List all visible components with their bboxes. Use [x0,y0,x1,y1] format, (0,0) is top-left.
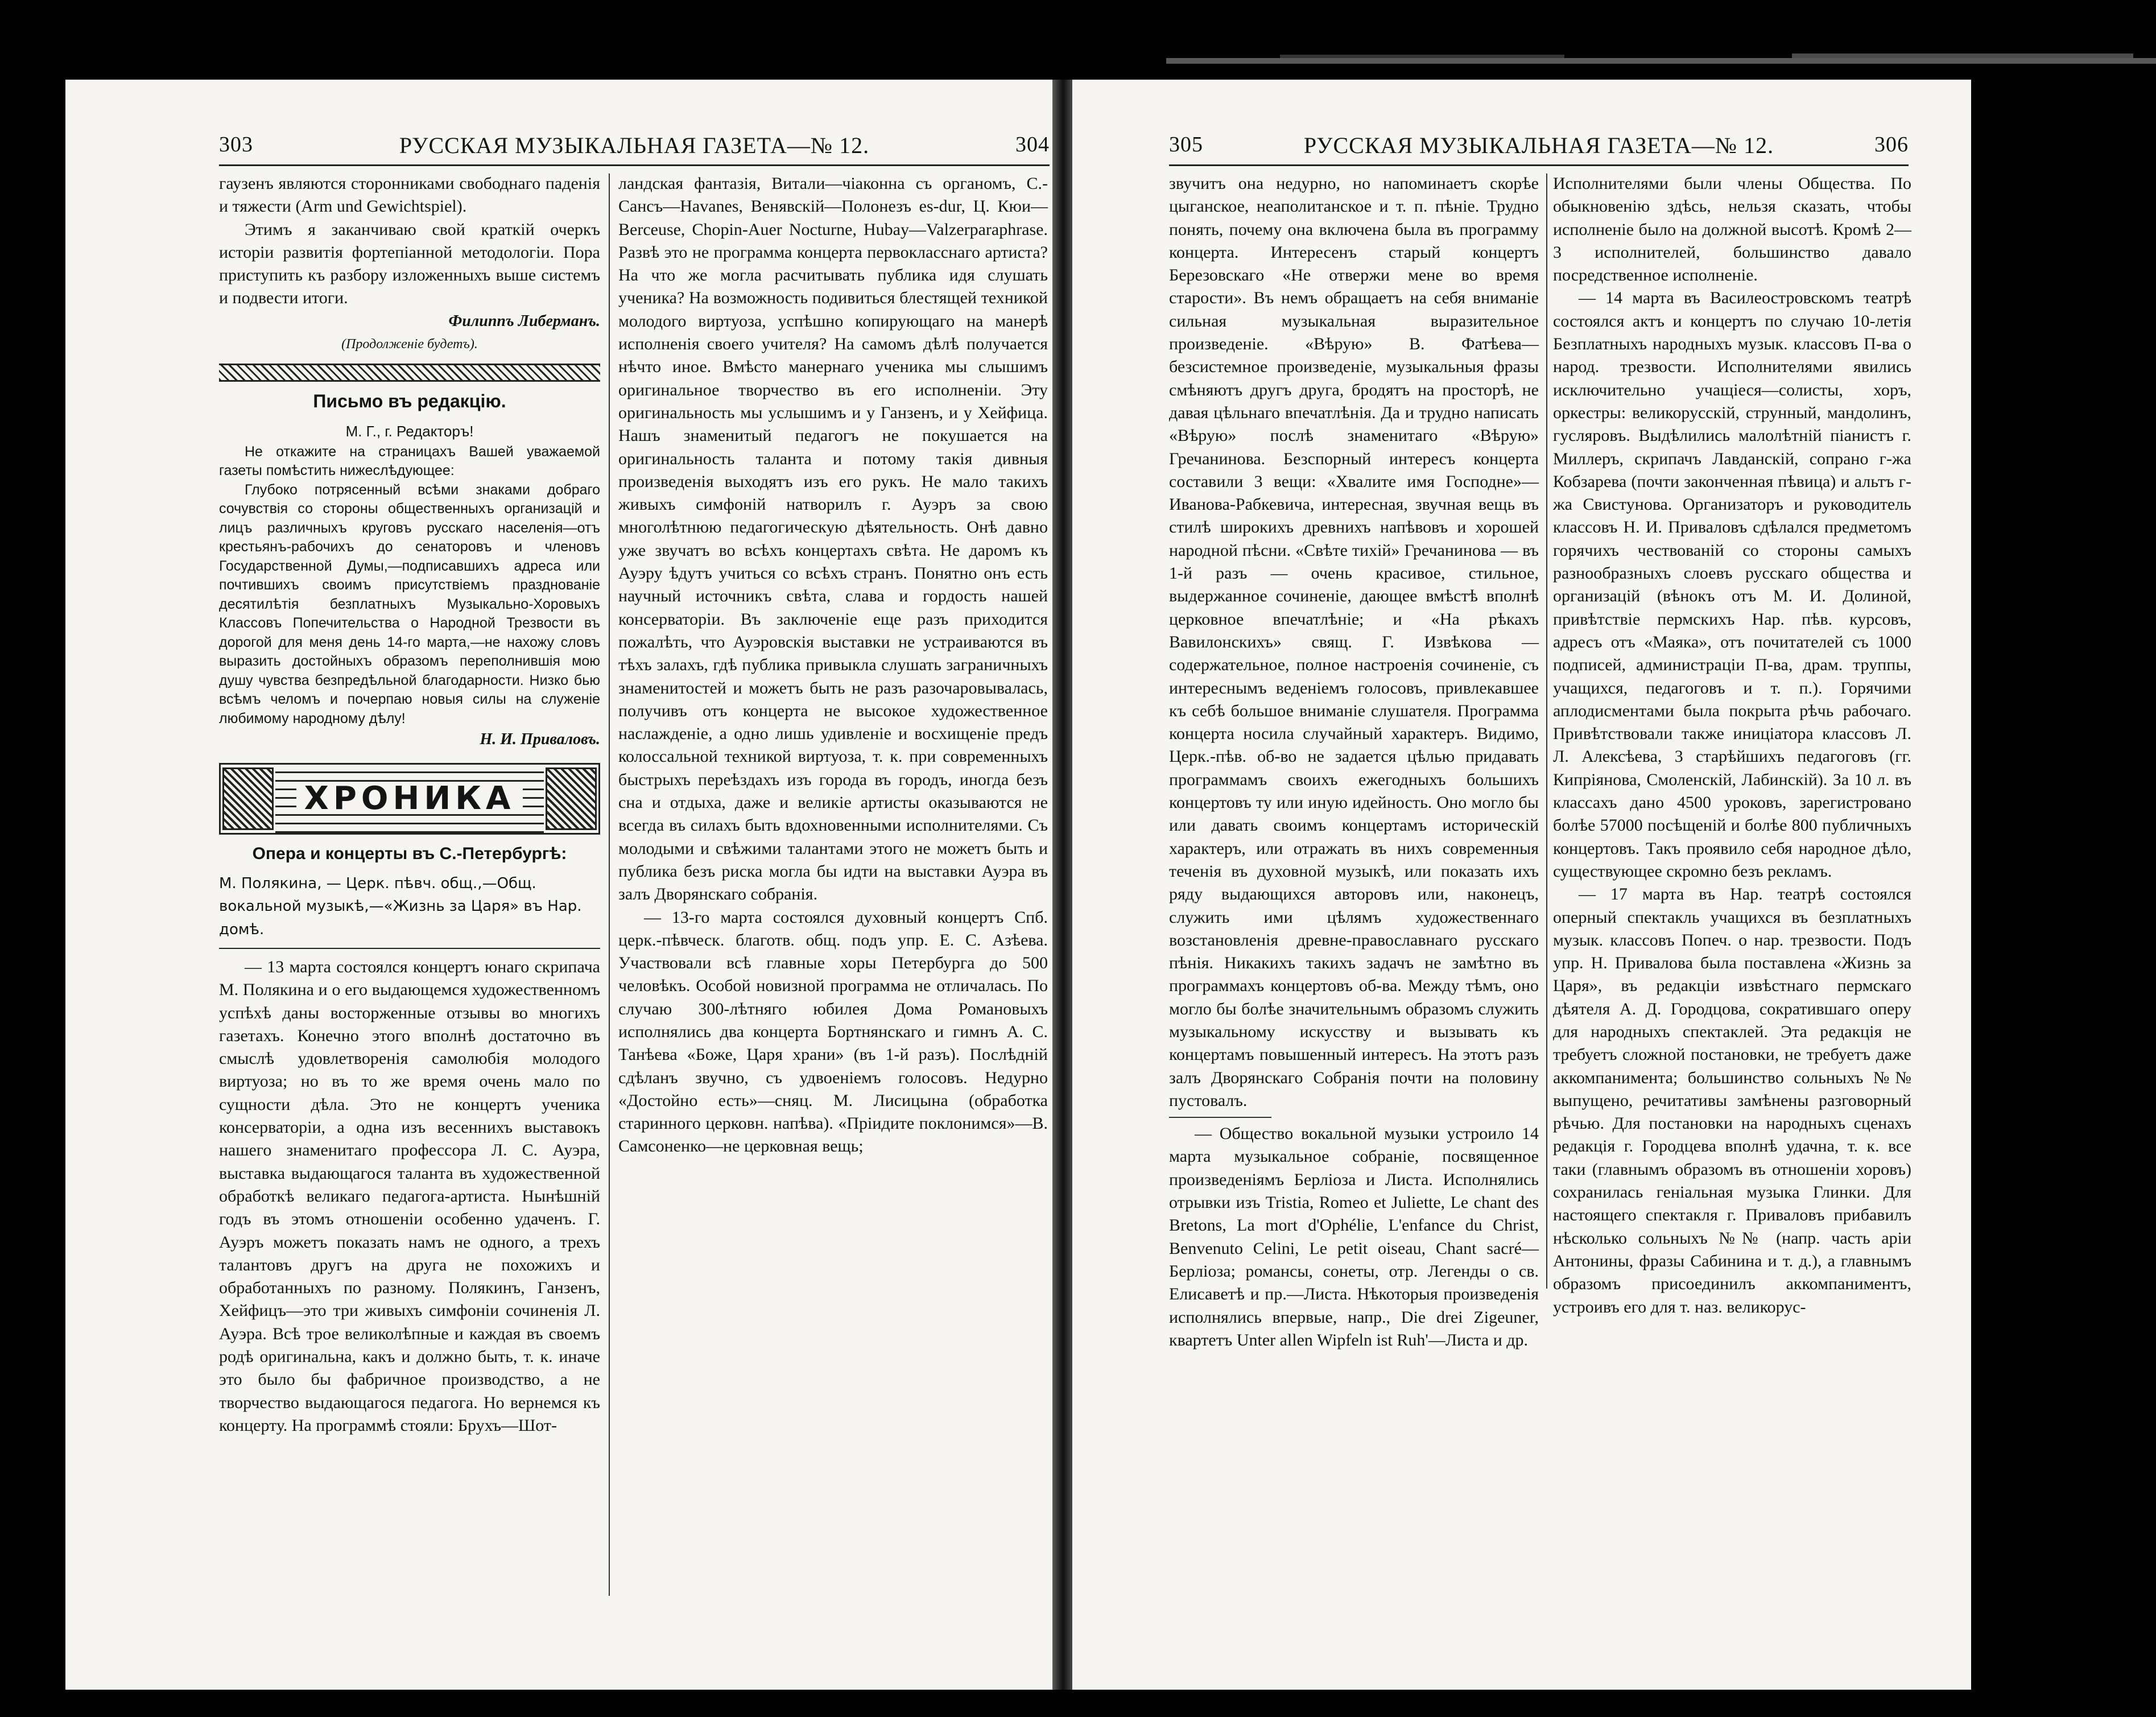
paragraph: Исполнителями были члены Общества. По обыкновенію здѣсь, нельзя сказать, чтобы исполненіе было на должной высотѣ. Кромѣ 2—3 исполнителей, большинство давало посредственное исполненіе. [1553,174,1911,285]
letter-title: Письмо въ редакцію. [313,391,506,412]
author-signature: Филиппъ Либерманъ. [448,312,600,330]
column-divider [609,174,610,1596]
paragraph: звучитъ она недурно, но напоминаетъ скорѣе цыганское, неаполитанское и т. п. пѣніе. Трудно понять, почему она включена была въ программу концерта. Интересенъ старый концертъ Березовскаго «Не отвержи мене во время старости». Въ немъ обращаетъ на себя вниманіе сильная музыкальная выразительное произведеніе. «Вѣрую» В. Фатѣева—безсистемное произведеніе, музыкальныя фразы смѣняютъ другъ друга, бродятъ на просторѣ, не давая цѣльнаго впечатлѣнія. Да и трудно написать «Вѣрую» послѣ знаменитаго «Вѣрую» Гречанинова. Безспорный интересъ концерта составили 3 вещи: «Хвалите имя Господне»—Иванова-Рабкевича, интересная, звучная вещь въ стилѣ широкихъ древнихъ напѣвовъ и хорошей народной пѣсни. «Свѣте тихій» Гречанинова — въ 1-й разъ — очень красивое, стильное, выдержанное сочиненіе, дающее вмѣстѣ вполнѣ церковное впечатлѣніе; и «На рѣкахъ Вавилонскихъ» свящ. Г. Извѣкова — содержательное, полное настроенія сочиненіе, съ интереснымъ веденіемъ голосовъ, привлекавшее къ себѣ большое вниманіе слушателя. Программа концерта носила случайный характеръ. Видимо, Церк.-пѣв. об-во не задается цѣлью придавать программамъ своихъ ежегодныхъ большихъ концертовъ ту или иную идейность. Оно могло бы или давать своимъ концертамъ историческій характеръ, или отражать въ нихъ современныя теченія въ духовной музыкѣ, или показать ихъ ряду выдающихся авторовъ или, наконецъ, служить ими цѣлямъ художественнаго возстановленія древне-православнаго русскаго пѣнія. Никакихъ такихъ задачъ не замѣтно въ программахъ концертовъ об-ва. Между тѣмъ, оно могло бы болѣе значительнымъ образомъ служить музыкальному искусству и вызывать къ концертамъ повышенный интересъ. На этотъ разъ залъ Дворянскаго Собранія почти на половину пустовалъ. [1169,174,1539,1110]
section-subheading: М. Полякина, — Церк. пѣвч. общ.,—Общ. вокальной музыкѣ,—«Жизнь за Царя» въ Нар. домѣ. [219,875,582,938]
page-header [219,126,1050,166]
paragraph: — Общество вокальной музыки устроило 14 марта музыкальное собраніе, посвященное произведеніямъ Берліоза и Листа. Исполнялись отрывки изъ Tristia, Romeo et Juliette, Le chant des Bretons, La mort d'Ophélie, L'enfance du Christ, Benvenuto Celini, Le petit oiseau, Chant sacré—Берліоза; романсы, сонеты, отр. Легенды о св. Елисаветѣ и пр.—Листа. Нѣкоторыя произведенія исполнялись впервые, напр., Die drei Zigeuner, квартетъ Unter allen Wipfeln ist Ruh'—Листа и др. [1169,1124,1539,1349]
left-page [65,80,1052,1690]
page-number-right: 304 [1015,133,1050,156]
letter-paragraph: Глубоко потрясенный всѣми знаками добраго сочувствія со стороны общественныхъ организацій и лицъ различныхъ круговъ русскаго населенія—отъ крестьянъ-рабочихъ до сенаторовъ и членовъ Государственной Думы,—подписавшихъ адреса или почтившихъ своимъ присутствіемъ празднованіе десятилѣтія безплатныхъ Музыкально-Хоровыхъ Классовъ Попечительства о Народной Трезвости въ дорогой для меня день 14-го марта,—не нахожу словъ выразить достойныхъ образомъ переполнившія мою душу чувства безпредѣльной благодарности. Низко бью всѣмъ челомъ и почерпаю новыя силы на служеніе любимому народному дѣлу! [219,481,600,727]
page-number-left: 303 [219,133,253,156]
letter-signature: Н. И. Приваловъ. [480,730,600,749]
paragraph: — 13 марта состоялся концертъ юнаго скрипача М. Полякина и о его выдающемся художественномъ успѣхѣ даны восторженные отзывы во многихъ газетахъ. Конечно этого вполнѣ достаточно въ смыслѣ удовлетворенія самолюбія молодого виртуоза; но въ то же время очень мало по сущности дѣла. Это не концертъ ученика консерваторіи, а одна изъ весеннихъ выставокъ нашего знаменитаго профессора Л. С. Ауэра, выставка выдающагося таланта въ художественной обработкѣ великаго педагога-артиста. Нынѣшній годъ въ этомъ отношеніи особенно удаченъ. Г. Ауэръ можетъ показать намъ не одного, а трехъ талантовъ другъ на друга не похожихъ и обработанныхъ по разному. Полякинъ, Ганзенъ, Хейфицъ—это три живыхъ симфоніи сочиненія Л. Ауэра. Всѣ трое великолѣпные и каждая въ своемъ родѣ оригинальна, какъ и должно быть, т. к. иначе это было бы фабричное производство, а не творчество выдающагося педагога. Но вернемся къ концерту. На программѣ стояли: Брухъ—Шот- [219,957,600,1435]
paragraph: — 17 марта въ Нар. театрѣ состоялся оперный спектакль учащихся въ безплатныхъ музык. классовъ Попеч. о нар. трезвости. Подъ упр. Н. Привалова была поставлена «Жизнь за Царя», въ редакціи извѣстнаго пермскаго дѣятеля А. Д. Городцова, сократившаго оперу для народныхъ спектаклей. Эта редакція не требуетъ сложной постановки, не требуетъ даже аккомпанимента; большинство сольныхъ №№ выпущено, речитативы замѣнены разговорный рѣчью. Для постановки на народныхъ сценахъ редакція г. Городцева вполнѣ удачна, т. к. все таки (главнымъ образомъ въ отношеніи хоровъ) сохранилась геніальная музыка Глинки. Для настоящего спектакля г. Приваловъ прибавилъ нѣсколько сольныхъ №№ (напр. часть аріи Антонины, фразы Сабинина и т. д.), а главнымъ образомъ присоединилъ аккомпаниментъ, устроивъ его для т. наз. великорус- [1553,885,1911,1316]
continued-note: (Продолженіе будетъ). [341,337,478,352]
letter-salutation: М. Г., г. Редакторъ! [345,422,474,440]
paragraph: ландская фантазія, Витали—чіаконна съ органомъ, С.-Сансъ—Havanes, Венявскій—Полонезъ es-dur, Ц. Кюи—Berceuse, Chopin-Auer Nocturne, Hubay—Valzerparaphrase. Развѣ это не программа концерта первоклаcснаго артиста? На что же могла расчитывать публика идя слушать ученика? На возможность подивиться блестящей техникой молодого виртуоза, успѣшно копирующаго на манерѣ исполненія своего учителя? На самомъ дѣлѣ получается нѣчто иное. Вмѣсто манернаго ученика мы слышимъ оригинальное творчество въ его исполненіи. Эту оригинальность мы услышимъ и у Ганзенъ, и у Хейфица. Нашъ знаменитый педагогъ не покушается на оригинальность таланта и потому такія дивныя произведенія выходятъ изъ его рукъ. Не мало такихъ живыхъ симфоній натворилъ г. Ауэръ за свою многолѣтнюю педагогическую дѣятельность. Онѣ давно уже звучатъ во всѣхъ концертахъ свѣта. Не даромъ къ Ауэру ѣдутъ учиться со всѣхъ странъ. Понятно онъ есть научный источникъ свѣта, слава и гордость нашей консерваторіи. Въ заключеніе еще разъ приходится пожалѣть, что Ауэровскія выставки не устраиваются въ тѣхъ залахъ, гдѣ публика привыкла слушать заграничныхъ знаменитостей и можетъ быть не разъ разочаровывалась, получивъ отъ концерта не высокое художественное наслажденіе, а одно лишь удивленіе и восхищеніе предъ колоссальной техникой виртуоза, т. к. при современныхъ быстрыхъ переѣздахъ изъ города въ городъ, иногда безъ сна и отдыха, даже и великіе артисты оказываются не всегда въ силахъ быть вдохновенными исполнителями. Съ молодыми и свѣжими талантами этого не можетъ быть и публика безъ риска могла бы идти на выставки Ауэра въ залъ Дворянскаго собранія. [618,174,1048,904]
chronicle-banner [219,763,600,835]
right-column-2 [1553,172,1911,1319]
section-heading: Опера и концерты въ С.-Петербургѣ: [252,844,567,863]
right-column-1 [1169,172,1539,1352]
left-column-1 [219,172,600,1437]
paragraph: Этимъ я заканчиваю свой краткій очеркъ исторіи развитія фортепіанной методологіи. Пора приступить къ разбору изложенныхъ выше системъ и подвести итоги. [219,220,600,308]
rule [219,948,600,954]
right-page [1072,80,1971,1690]
chronicle-title: ХРОНИКА [296,787,523,810]
ornament-left-icon [222,767,274,830]
left-column-2 [618,172,1048,1158]
short-rule [1169,1117,1271,1118]
scan-edge-noise [1166,52,2156,69]
column-divider [1546,174,1547,1289]
ornament-right-icon [546,767,597,830]
page-number-right: 306 [1874,133,1909,156]
page-header [1169,126,1909,166]
book-spine [1052,80,1072,1690]
paragraph: гаузенъ являются сторонниками свободнаго паденія и тяжести (Arm und Gewichtspiel). [219,174,600,216]
ornamental-divider [219,364,600,382]
paragraph: — 13-го марта состоялся духовный концертъ Спб. церк.-пѣвческ. благотв. общ. подъ упр. Е. С. Азѣева. Участвовали всѣ главные хоры Петербурга до 500 человѣкъ. Особой новизной программа не отличалась. По случаю 300-лѣтняго юбилея Дома Романовыхъ исполнялись два концерта Бортнянскаго и гимнъ А. С. Танѣева «Боже, Царя храни» (въ 1-й разъ). Послѣдній сдѣланъ звучно, съ удвоеніемъ голосовъ. Недурно «Достойно есть»—сняц. М. Лисицына (обработка старинного церковн. напѣва). «Пріидите поклонимся»—В. Самсоненко—не церковная вещь; [618,907,1048,1156]
page-number-left: 305 [1169,133,1203,156]
letter-paragraph: Не откажите на страницахъ Вашей уважаемой газеты помѣстить нижеслѣдующее: [219,443,600,479]
header-title: РУССКАЯ МУЗЫКАЛЬНАЯ ГАЗЕТА—№ 12. [1303,133,1774,158]
header-title: РУССКАЯ МУЗЫКАЛЬНАЯ ГАЗЕТА—№ 12. [399,133,870,158]
paragraph: — 14 марта въ Василеостровскомъ театрѣ состоялся актъ и концертъ по случаю 10-летія Безплатныхъ народныхъ музык. классовъ П-ва о народ. трезвости. Исполнителями явились исключительно учащіеся—солисты, хоръ, оркестры: великорусскій, струнный, мандолинъ, гусляровъ. Выдѣлились малолѣтній піанистъ г. Миллеръ, скрипачъ Лавданскій, сопрано г-жа Кобзарева (почти законченная пѣвица) и альтъ г-жа Свистунова. Организаторъ и руководитель классовъ Н. И. Приваловъ сдѣлался предметомъ горячихъ чествованій со стороны самыхъ разнообразныхъ слоевъ русскаго общества и организацій (вѣнокъ отъ М. И. Долиной, привѣтствіе пермскихъ Нар. пѣв. курсовъ, адресъ отъ «Маяка», отъ почитателей съ 1000 подписей, администраціи П-ва, драм. труппы, учащихся, педагоговъ и т. п.). Горячими аплодисментами была покрыта рѣчь рабочаго. Привѣтствовали также иниціатора классовъ Л. Л. Алексѣева, 3 старѣйшихъ педагоговъ (гг. Кипріянова, Смоленскій, Лабинскій). За 10 л. въ классахъ дано 4500 уроковъ, зарегистровано болѣе 57000 посѣщеній и болѣе 800 публичныхъ концертовъ. Такъ проявило себя народное дѣло, существующее скромно безъ рекламъ. [1553,288,1911,881]
